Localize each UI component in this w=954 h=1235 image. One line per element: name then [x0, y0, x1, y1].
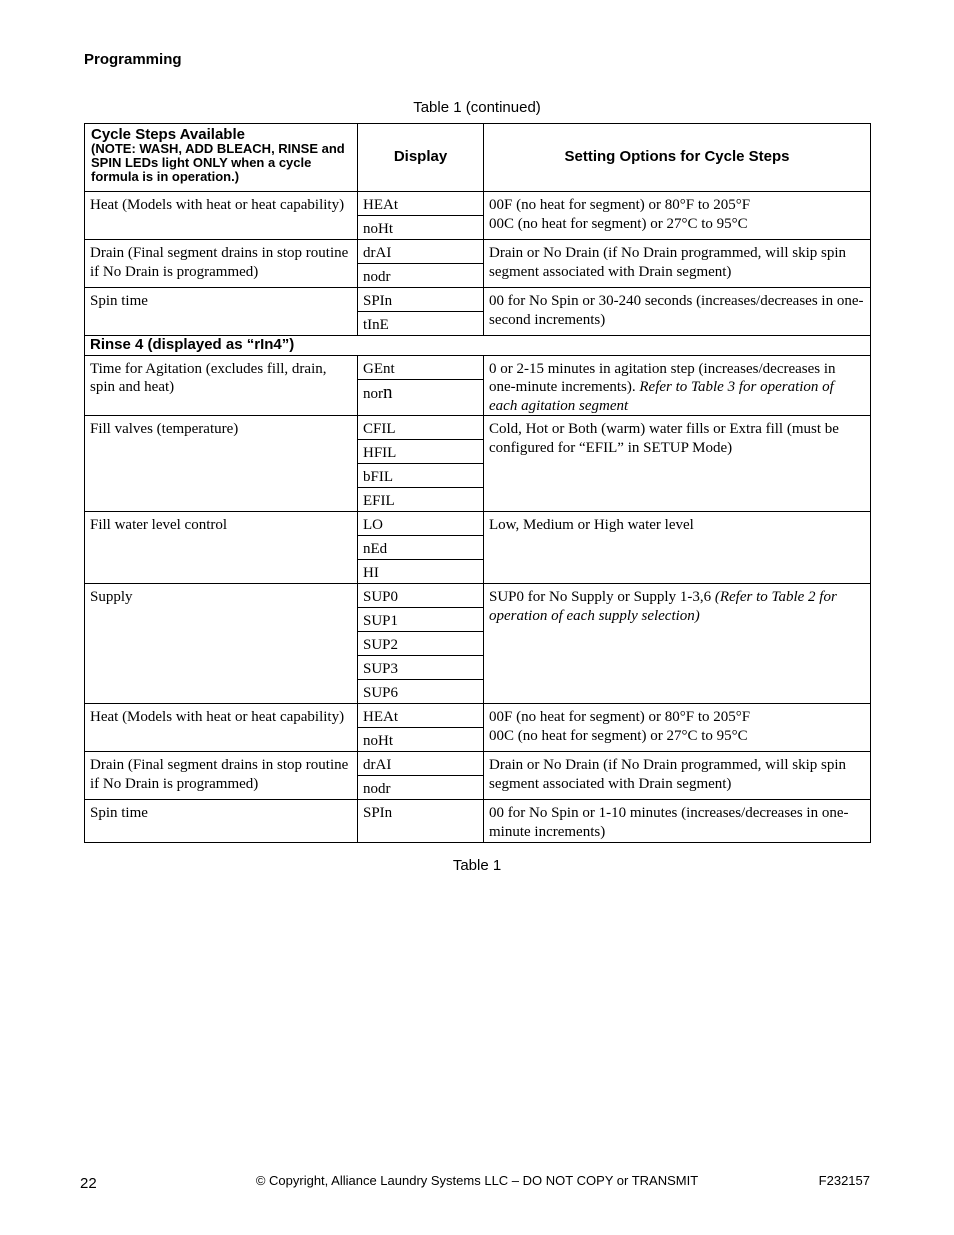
display-code: SUP6: [358, 680, 484, 704]
group-title: Rinse 4 (displayed as “rIn4”): [85, 336, 871, 356]
step-label: Fill valves (temperature): [85, 416, 358, 512]
display-code: CFIL: [358, 416, 484, 440]
setting-description: [484, 355, 871, 416]
display-code: noHt: [358, 216, 484, 240]
setting-reference: Refer to Table 3 for operation of each agitation segment: [489, 379, 834, 414]
display-code: SPIn: [358, 800, 484, 843]
table-row: [85, 416, 871, 440]
display-code: GEnt: [358, 355, 484, 379]
table-row: [85, 800, 871, 843]
display-code: HEAt: [358, 704, 484, 728]
setting-line: 00C (no heat for segment) or 27°C to 95°C: [489, 727, 748, 744]
display-code: SPIn: [358, 288, 484, 312]
display-code: HFIL: [358, 440, 484, 464]
setting-description: Low, Medium or High water level: [484, 512, 871, 584]
display-code: tInE: [358, 312, 484, 336]
step-label: Spin time: [85, 800, 358, 843]
table-row: [85, 240, 871, 264]
table-row: [85, 752, 871, 776]
step-label: Time for Agitation (excludes fill, drain, spin and heat): [85, 355, 358, 416]
display-code: HEAt: [358, 192, 484, 216]
display-code: HI: [358, 560, 484, 584]
setting-text: SUP0 for No Supply or Supply 1-3,6: [489, 589, 712, 605]
display-code: SUP1: [358, 608, 484, 632]
display-code: SUP2: [358, 632, 484, 656]
setting-description: Drain or No Drain (if No Drain programmed, will skip spin segment associated with Drain segment): [484, 752, 871, 800]
display-code: bFIL: [358, 464, 484, 488]
group-header-row: [85, 336, 871, 356]
header-setting-options: Setting Options for Cycle Steps: [484, 124, 871, 192]
section-title: Programming: [84, 51, 182, 68]
display-code: EFIL: [358, 488, 484, 512]
setting-line: 00C (no heat for segment) or 27°C to 95°C: [489, 215, 748, 232]
table-row: [85, 355, 871, 379]
copyright-notice: © Copyright, Alliance Laundry Systems LLC – DO NOT COPY or TRANSMIT: [255, 1173, 699, 1188]
setting-description: [484, 192, 871, 240]
setting-description: 00 for No Spin or 1-10 minutes (increases/decreases in one-minute increments): [484, 800, 871, 843]
step-label: Heat (Models with heat or heat capability): [85, 192, 358, 240]
table-row: [85, 584, 871, 608]
display-code-part: nor: [363, 385, 383, 402]
table-row: [85, 192, 871, 216]
header-cycle-steps: [85, 124, 358, 192]
step-label: Heat (Models with heat or heat capability): [85, 704, 358, 752]
setting-description: [484, 704, 871, 752]
page-number: 22: [80, 1175, 97, 1192]
cycle-steps-table: [84, 123, 871, 843]
step-label: Supply: [85, 584, 358, 704]
display-code: nodr: [358, 264, 484, 288]
display-code: noHt: [358, 728, 484, 752]
setting-text: 0 or 2-15 minutes in agitation step (increases/decreases in one-minute increments).: [489, 360, 836, 395]
display-code: nEd: [358, 536, 484, 560]
display-code: drAI: [358, 752, 484, 776]
table-header-row: [85, 124, 871, 192]
step-label: Fill water level control: [85, 512, 358, 584]
table-row: [85, 288, 871, 312]
table-caption-bottom: Table 1: [452, 857, 502, 874]
display-code: SUP3: [358, 656, 484, 680]
table-caption-top: Table 1 (continued): [413, 99, 541, 116]
display-code: LO: [358, 512, 484, 536]
setting-line: 00F (no heat for segment) or 80°F to 205°F: [489, 197, 751, 213]
display-code-part: n: [383, 381, 393, 403]
document-id: F232157: [818, 1173, 870, 1188]
display-code: SUP0: [358, 584, 484, 608]
header-display: Display: [358, 124, 484, 192]
setting-line: 00F (no heat for segment) or 80°F to 205°F: [489, 709, 751, 725]
header-cycle-steps-note: (NOTE: WASH, ADD BLEACH, RINSE and SPIN LEDs light ONLY when a cycle formula is in operation.): [91, 141, 345, 184]
header-cycle-steps-title: Cycle Steps Available: [91, 126, 245, 143]
table-row: [85, 704, 871, 728]
step-label: Drain (Final segment drains in stop routine if No Drain is programmed): [85, 240, 358, 288]
setting-reference: (Refer to Table 2 for operation of each supply selection): [489, 589, 837, 624]
setting-description: Cold, Hot or Both (warm) water fills or Extra fill (must be configured for “EFIL” in SETUP Mode): [484, 416, 871, 512]
display-code: drAI: [358, 240, 484, 264]
display-code: [358, 379, 484, 415]
table-row: [85, 512, 871, 536]
setting-description: 00 for No Spin or 30-240 seconds (increases/decreases in one-second increments): [484, 288, 871, 336]
step-label: Spin time: [85, 288, 358, 336]
step-label: Drain (Final segment drains in stop routine if No Drain is programmed): [85, 752, 358, 800]
setting-description: Drain or No Drain (if No Drain programmed, will skip spin segment associated with Drain segment): [484, 240, 871, 288]
setting-description: [484, 584, 871, 704]
display-code: nodr: [358, 776, 484, 800]
